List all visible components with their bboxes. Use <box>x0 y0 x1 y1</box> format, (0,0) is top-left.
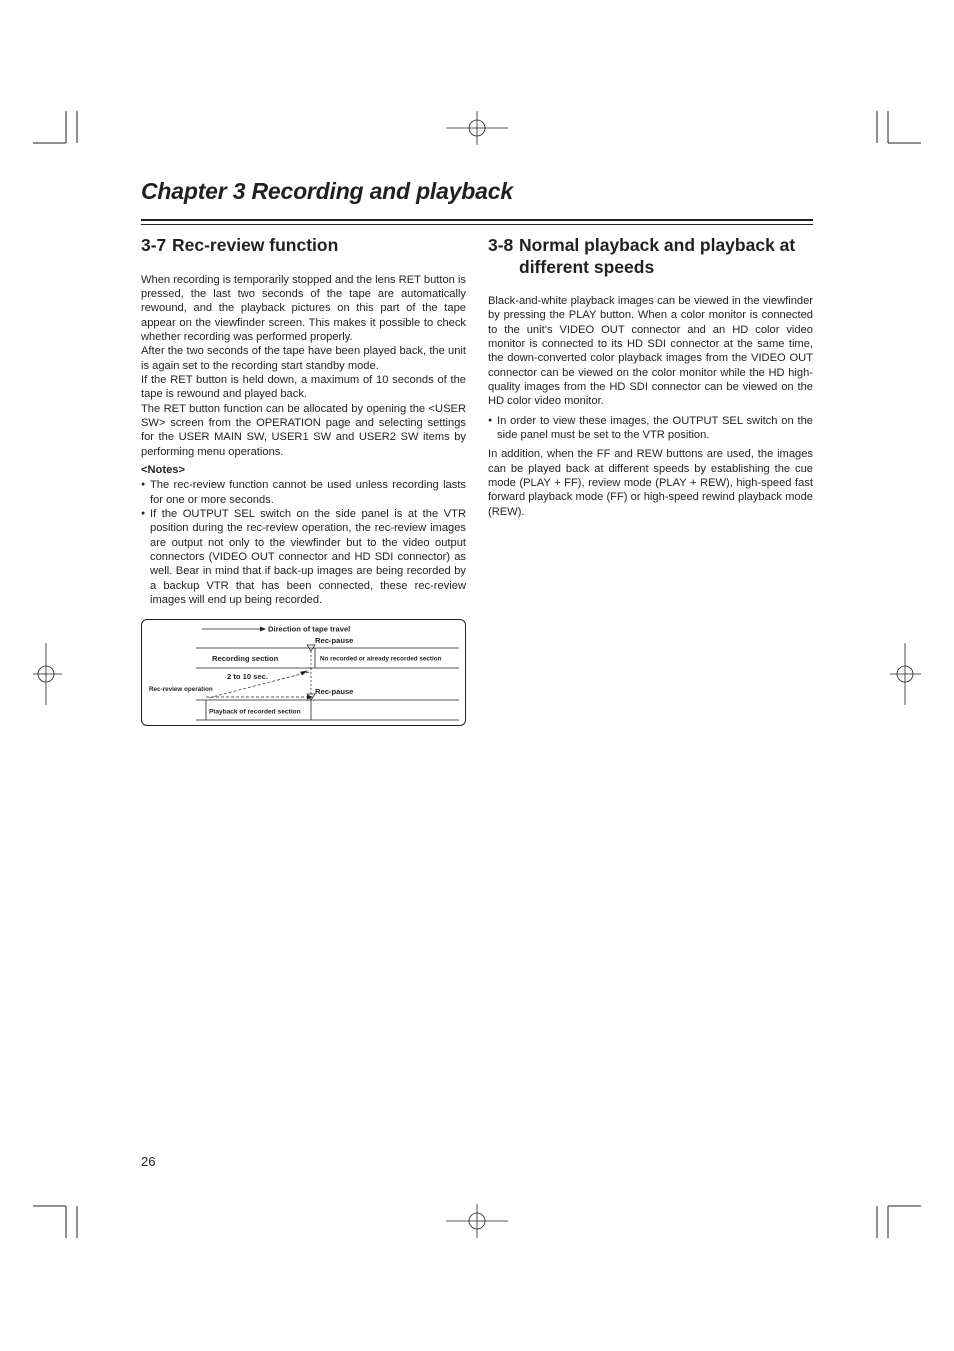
paragraph: In addition, when the FF and REW buttons are used, the images can be played back at different speeds by establishing the cue mode (PLAY + FF), review mode (PLAY + REW), high-speed fast forward playback mode (FF) or high-speed rewind playback mode (REW). <box>488 448 813 518</box>
paragraph: When recording is temporarily stopped and the lens RET button is pressed, the last two seconds of the tape are automatically rewound, and the playback pictures on this part of the tape appear on the viewfinder screen. This makes it possible to check whether recording was performed properly. <box>141 273 466 343</box>
notes-list <box>141 478 466 607</box>
rec-review-operation-label: Rec-review operation <box>149 686 213 693</box>
paragraph: Black-and-white playback images can be viewed in the viewfinder by pressing the PLAY button. When a color monitor is connected to the unit’s VIDEO OUT connector and an HD color video monitor is connected to its HD SDI connector at the same time, the down-converted color playback images from the VIDEO OUT connector can be viewed on the color monitor while the HD high-quality images from the HD SDI connector can be viewed on the HD color video monitor. <box>488 295 813 408</box>
rewind-arrow-icon <box>300 671 308 676</box>
no-recorded-section-label: No recorded or already recorded section <box>320 655 442 663</box>
chapter-title: Chapter 3 Recording and playback <box>141 178 513 204</box>
bullet-list <box>488 414 813 443</box>
section-number: 3-8 <box>488 235 514 255</box>
direction-label: Direction of tape travel <box>268 624 351 634</box>
paragraph: After the two seconds of the tape have been played back, the unit is again set to the recording start standby mode. <box>141 345 466 372</box>
note-item: ● The rec-review function cannot be used unless recording lasts for one or more seconds. <box>141 478 466 507</box>
section-rec-review <box>141 235 466 607</box>
bullet-item: ● In order to view these images, the OUTPUT SEL switch on the side panel must be set to the VTR position. <box>488 414 813 443</box>
section-number: 3-7 <box>141 235 167 255</box>
rec-pause-label-bottom: Rec-pause <box>315 687 354 696</box>
playback-section-label: Playback of recorded section <box>209 708 301 716</box>
section-heading-3-8 <box>488 235 813 278</box>
note-item: ● If the OUTPUT SEL switch on the side panel is at the VTR position during the rec-review operation, the rec-review images are output not only to the viewfinder but to the video output connectors (VIDEO OUT connector and HD SDI connector) as well. Bear in mind that if back-up images are being recorded by a backup VTR that has been connected, these rec-review images will end up being recorded. <box>141 507 466 607</box>
paragraph: If the RET button is held down, a maximum of 10 seconds of the tape is rewound and played back. <box>141 373 466 401</box>
section-title: Normal playback and playback at <box>519 235 796 255</box>
page-number: 26 <box>141 1154 156 1169</box>
recording-section-label: Recording section <box>212 654 279 663</box>
section-title-continued: different speeds <box>519 256 655 277</box>
section-normal-playback <box>488 235 813 519</box>
rec-pause-label-top: Rec-pause <box>315 636 354 645</box>
chapter-divider <box>141 219 813 225</box>
notes-title: <Notes> <box>141 463 185 476</box>
paragraph: The RET button function can be allocated by opening the <USER SW> screen from the OPERATION page and selecting settings for the USER MAIN SW, USER1 SW and USER2 SW items by performing menu operations. <box>141 402 466 458</box>
duration-label: 2 to 10 sec. <box>227 672 268 681</box>
section-title: Rec-review function <box>172 235 339 255</box>
arrow-head-icon <box>260 627 266 632</box>
section-heading-3-7 <box>141 235 466 257</box>
rec-review-diagram <box>141 619 466 726</box>
